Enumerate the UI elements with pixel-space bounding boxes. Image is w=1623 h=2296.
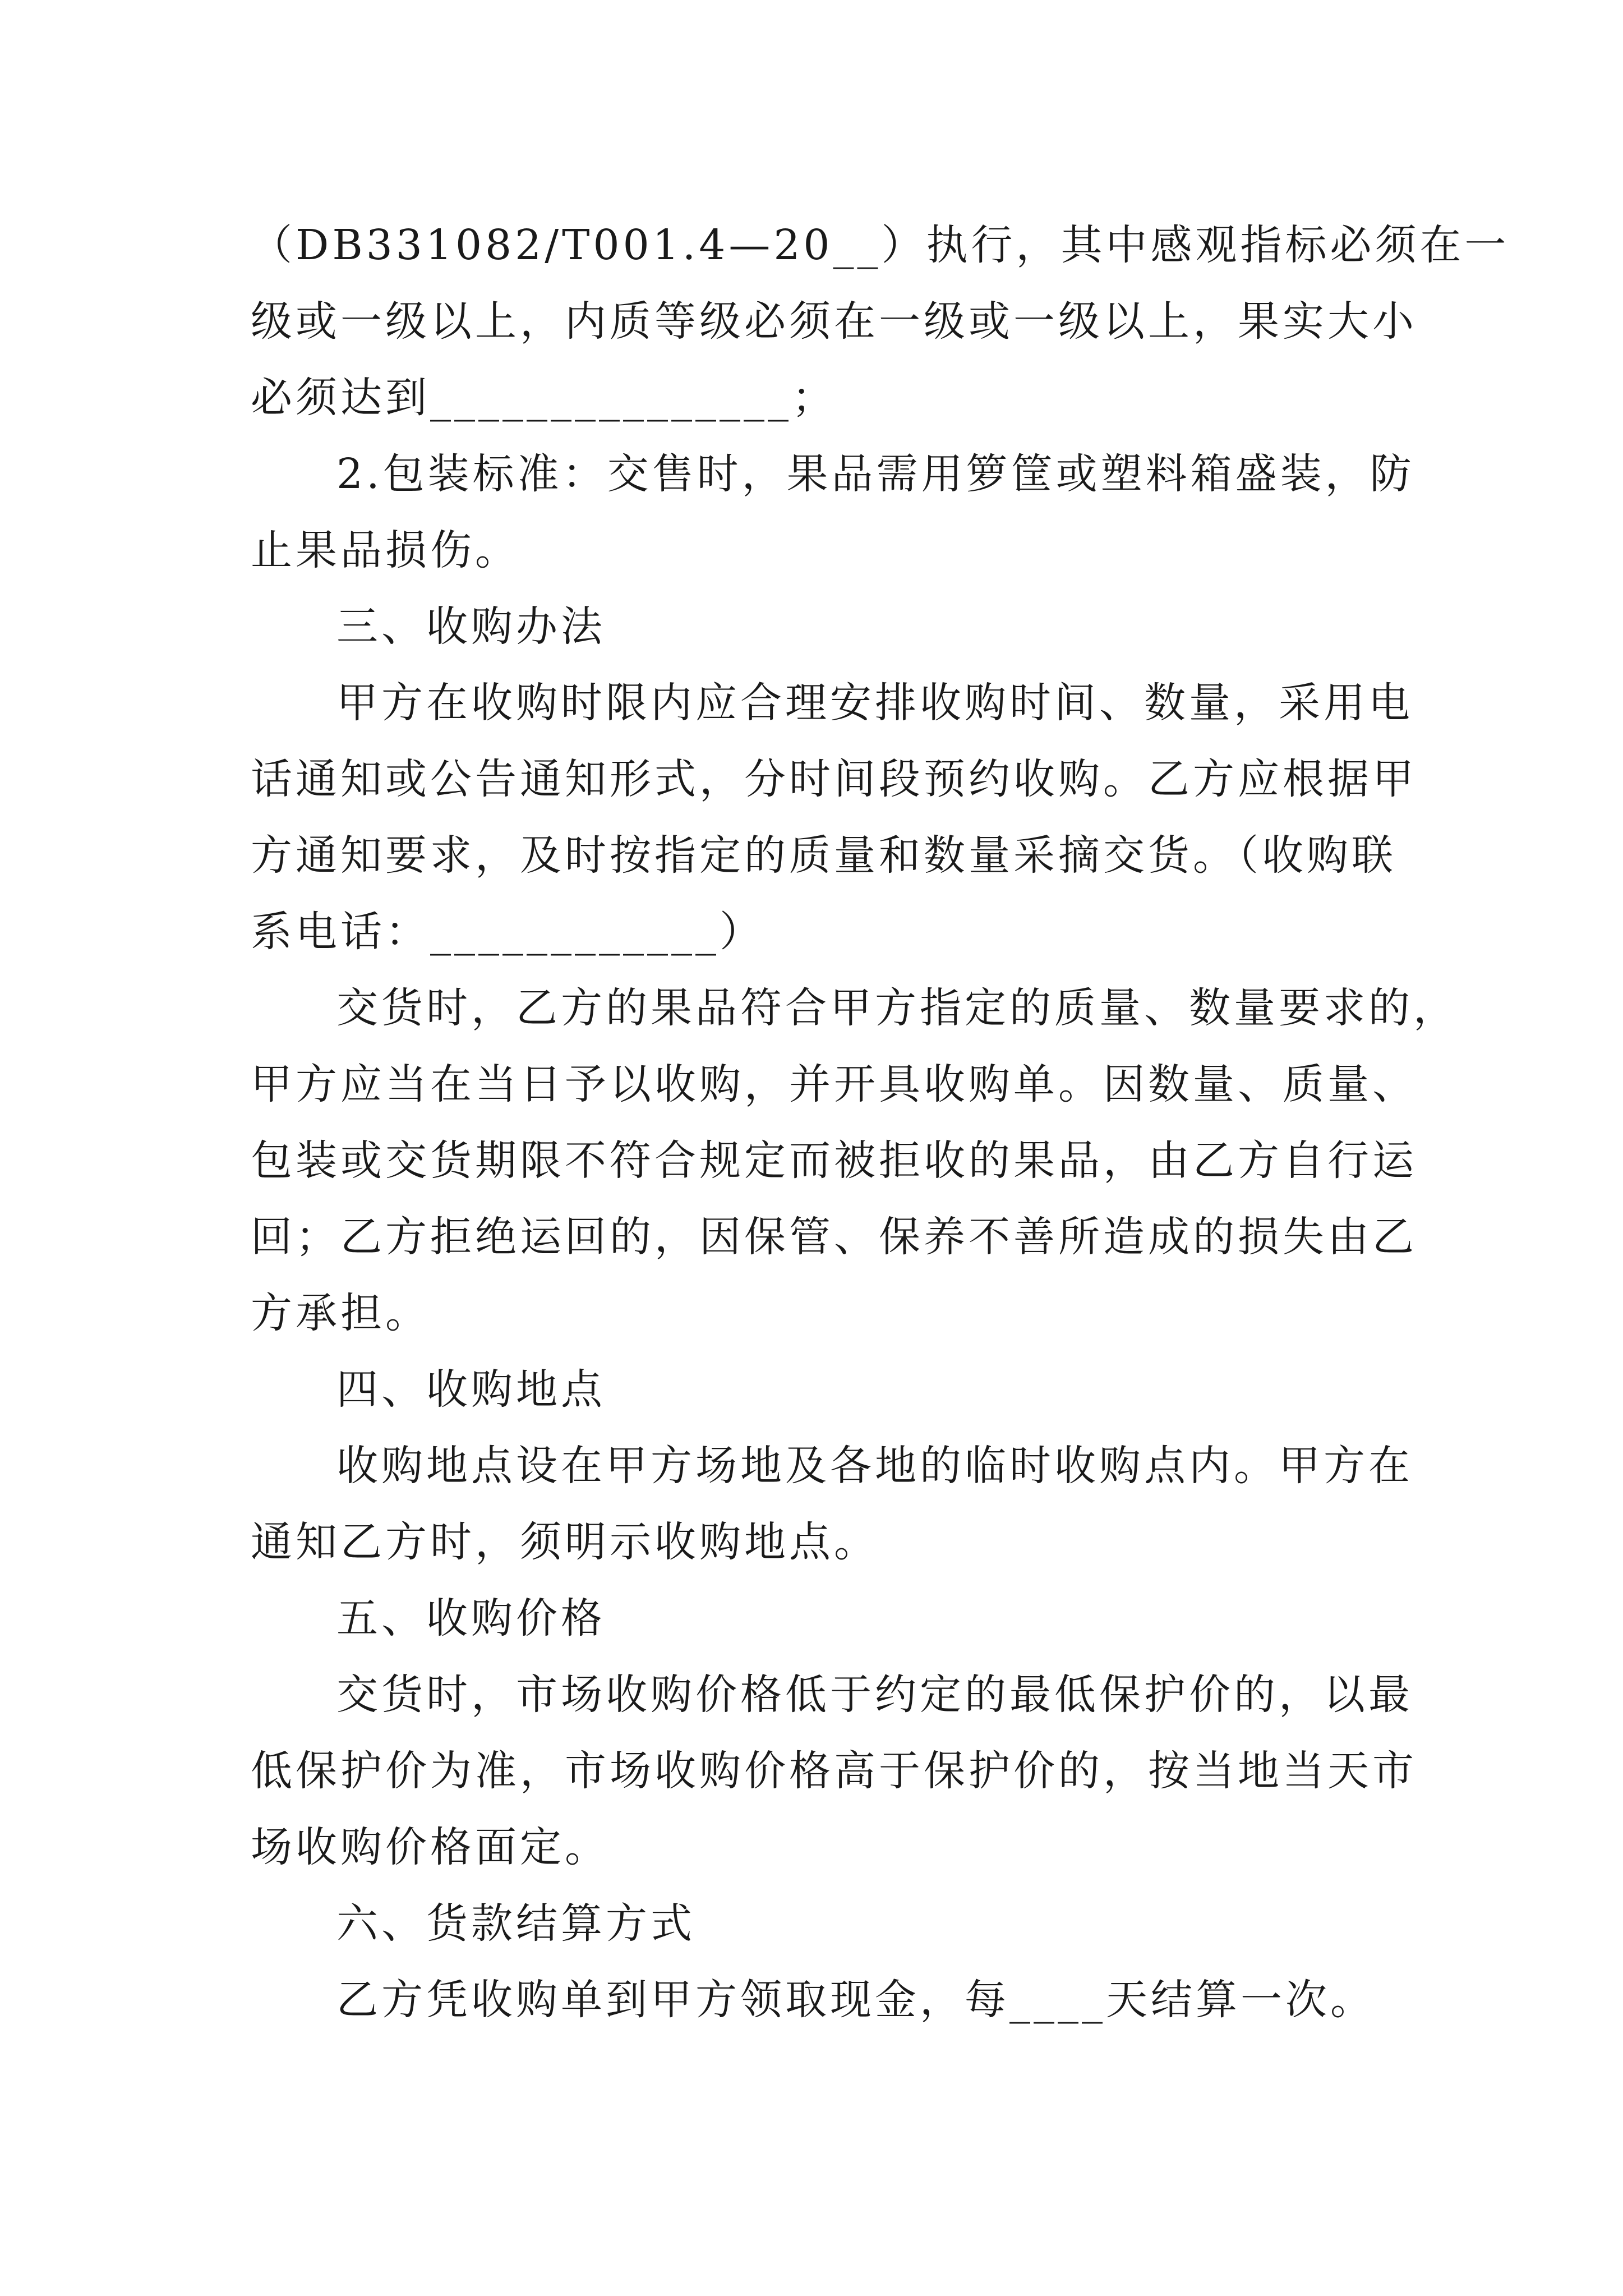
- section-heading: 五、收购价格: [336, 1594, 606, 1642]
- text-line: 止果品损伤。: [251, 526, 520, 574]
- text-line: 回；乙方拒绝运回的，因保管、保养不善所造成的损失由乙: [251, 1213, 1417, 1261]
- text-line: 方通知要求，及时按指定的质量和数量采摘交货。（收购联: [251, 831, 1396, 880]
- text-line: 2.包装标准：交售时，果品需用箩筐或塑料箱盛装，防: [336, 450, 1415, 498]
- text-line: 交货时，市场收购价格低于约定的最低保护价的，以最: [336, 1671, 1413, 1719]
- text-line: 话通知或公告通知形式，分时间段预约收购。乙方应根据甲: [251, 755, 1417, 803]
- section-heading: 三、收购办法: [336, 602, 606, 651]
- text-line: 低保护价为准，市场收购价格高于保护价的，按当地当天市: [251, 1747, 1417, 1795]
- text-line: 收购地点设在甲方场地及各地的临时收购点内。甲方在: [336, 1442, 1413, 1490]
- section-heading: 六、货款结算方式: [336, 1899, 695, 1948]
- text-line: 甲方应当在当日予以收购，并开具收购单。因数量、质量、: [251, 1060, 1417, 1108]
- text-line: 方承担。: [251, 1289, 430, 1337]
- text-line: 包装或交货期限不符合规定而被拒收的果品，由乙方自行运: [251, 1137, 1417, 1185]
- text-line: 级或一级以上，内质等级必须在一级或一级以上，果实大小: [251, 297, 1417, 346]
- text-line: （DB331082/T001.4—20__）执行，其中感观指标必须在一: [251, 221, 1510, 269]
- text-line: 乙方凭收购单到甲方领取现金，每____天结算一次。: [336, 1976, 1375, 2024]
- text-line: 系电话：____________）: [251, 908, 764, 956]
- text-line: 甲方在收购时限内应合理安排收购时间、数量，采用电: [336, 679, 1413, 727]
- text-line: 通知乙方时，须明示收购地点。: [251, 1518, 879, 1566]
- text-line: 交货时，乙方的果品符合甲方指定的质量、数量要求的，: [336, 984, 1458, 1032]
- section-heading: 四、收购地点: [336, 1365, 606, 1414]
- text-line: 场收购价格面定。: [251, 1823, 610, 1871]
- text-line: 必须达到_______________；: [251, 374, 837, 422]
